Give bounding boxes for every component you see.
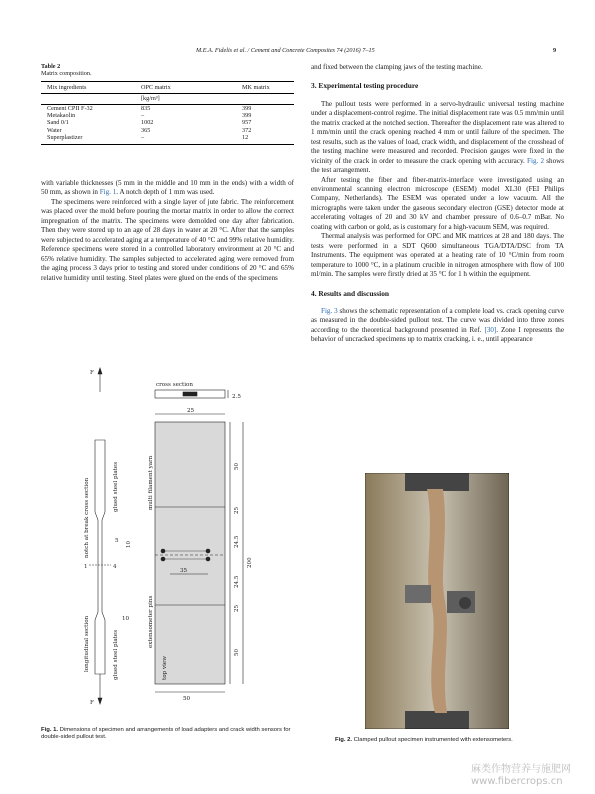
label-cross-section: cross section <box>156 382 194 388</box>
table-cell: 957 <box>242 119 252 127</box>
section-4-heading: 4. Results and discussion <box>311 288 390 298</box>
table-cell: 372 <box>242 126 252 134</box>
matrix-composition-table <box>41 81 294 145</box>
ref-30-link[interactable]: [30] <box>484 325 497 334</box>
right-column-text <box>311 63 564 345</box>
paragraph: After testing the fiber and fiber-matrix-interface were investigated using an environmental scanning electron microscope (ESEM) model XL30 (FEI Philips Company, Netherlands). The ESEM was operated under a low vacuum. All the micrographs were taken under the gaseous secondary electron (GSE) detector mode at accelerating voltages of 20 and 30 kV and chamber pressure of 0.6–0.7 mBar. No coating with carbon or gold, as is customary for a high-vacuum SEM, was required. <box>311 175 564 231</box>
paragraph: Thermal analysis was performed for OPC and MK matrices at 28 and 180 days. The tests were performed in a SDT Q600 simultaneous TGA/DTA/DSC from TA Instruments. The equipment was operated at a heating rate of 10 °C/min from room temperature to 1000 °C, in a platinum crucible in nitrogen atmosphere with flow of 100 ml/min. The samples were firstly dried at 35 °C for 1 h within the equipment. <box>311 232 564 279</box>
label-F-bottom: F <box>90 700 94 706</box>
dim-50-bottom: 50 <box>183 696 191 702</box>
fig2-link[interactable]: Fig. 2 <box>527 156 545 165</box>
clamp-bottom <box>405 711 469 729</box>
specimen-top-view <box>155 422 225 684</box>
col-header: MK matrix <box>236 81 294 93</box>
figure-1-caption: Fig. 1. Dimensions of specimen and arrangements of load adapters and crack width sensors for double-sided pullout test. <box>41 727 291 741</box>
dim-10-top: 10 <box>126 540 132 548</box>
table-cell: 365 <box>141 126 151 134</box>
table-label: Table 2 <box>41 63 61 70</box>
label-top-view: top view <box>162 655 168 680</box>
dim-25-top: 25 <box>187 408 195 414</box>
clamp-top <box>405 473 469 491</box>
paragraph: Fig. 3 shows the schematic representation of a complete load vs. crack opening curve as measured in the double-sided pullout test. The curve was divided into three zones according to the theoretical background presented in Ref. [30]. Zone I represents the behavior of uncracked specimens up to matrix cracking, i. e., until appearance <box>311 306 565 344</box>
watermark: 麻类作物营养与施肥网 www.fibercrops.cn <box>471 764 571 787</box>
table-cell: Sand 0/1 <box>47 119 69 127</box>
unit-cell: [kg/m³] <box>135 94 236 104</box>
table-cell: – <box>135 134 236 144</box>
fig1-link[interactable]: Fig. 1 <box>99 188 117 197</box>
table-cell: Cement CPII F-32 <box>47 104 93 112</box>
col-header: OPC matrix <box>135 81 236 93</box>
longitudinal-profile <box>95 440 105 674</box>
label-glued-bottom: glued steel plates <box>113 629 119 680</box>
journal-citation: M.E.A. Fidelis et al. / Cement and Concrete Composites 74 (2016) 7–15 <box>196 47 375 54</box>
dim-24-5-a: 24.5 <box>234 535 240 548</box>
dim-5: 5 <box>115 538 119 544</box>
paragraph: and fixed between the clamping jaws of the testing machine. <box>311 63 483 71</box>
dim-35: 35 <box>180 568 188 574</box>
label-multi-filament: multi filament yarn <box>148 455 154 510</box>
dim-24-5-b: 24.5 <box>234 575 240 588</box>
table-cell: Superplastizer <box>41 134 135 144</box>
dim-4: 4 <box>113 564 117 570</box>
label-notch: notch at break cross section <box>84 477 90 558</box>
dim-2-5: 2.5 <box>232 394 241 400</box>
dim-25-a: 25 <box>234 506 240 514</box>
label-extensometer: extensometer pins <box>148 595 154 648</box>
dim-1: 1 <box>84 564 88 570</box>
col-header: Mix ingredients <box>41 81 135 93</box>
paragraph: with variable thicknesses (5 mm in the middle and 10 mm in the ends) with a width of 50 mm, as shown in Fig. 1. A notch depth of 1 mm was used. <box>41 179 294 197</box>
figure-2-caption: Fig. 2. Clamped pullout specimen instrumented with extensometers. <box>335 737 513 743</box>
table-title: Matrix composition. <box>41 70 92 78</box>
section-3-heading: 3. Experimental testing procedure <box>311 81 419 91</box>
figure-2-photo <box>365 473 509 729</box>
label-long-section: longitudinal section <box>84 615 90 672</box>
extensometer-block <box>405 585 431 603</box>
label-F-top: F <box>90 370 94 376</box>
left-column-text <box>41 179 294 283</box>
table-2 <box>41 63 294 145</box>
label-glued-top: glued steel plates <box>113 461 119 512</box>
dim-50-a: 50 <box>234 462 240 470</box>
table-cell: Water <box>47 126 62 134</box>
dim-200: 200 <box>247 557 253 568</box>
table-cell: 399 <box>242 104 252 112</box>
fig3-link[interactable]: Fig. 3 <box>321 306 338 315</box>
table-cell: – <box>141 112 145 120</box>
table-cell: 399 <box>242 112 252 120</box>
dim-50-b: 50 <box>234 648 240 656</box>
page-number: 9 <box>553 47 557 54</box>
paragraph: The specimens were reinforced with a single layer of jute fabric. The reinforcement was placed over the mold before pouring the mortar matrix in order to allow the correct impregnation of the matrix. The specimens were demolded one day after fabrication. Then they were stored up to an age of 28 days in water at 20 °C. After that the samples were subjected to accelerated aging at a temperature of 40 °C and 99% relative humidity. Reference specimens were stored in a controlled laboratory environment at 20 °C and 65% relative humidity. The samples subjected to accelerated aging were removed from the aging process 3 days prior to testing and stored under conditions of 20 °C and 65% relative humidity until testing. Steel plates were glued on the ends of the specimens <box>41 197 294 282</box>
paragraph: The pullout tests were performed in a servo-hydraulic universal testing machine under a displacement-control regime. The initial displacement rate was 0.5 mm/min until the matrix cracked at the notched section. Thereafter the displacement rate was altered to 1 mm/min until the crack opening reached 4 mm or until failure of the specimen. The test results, such as the values of load, crack width, and displacement of the crosshead of the testing machine were measured and recorded. Precision gauges were fixed in the vicinity of the crack in order to measure the crack opening with accuracy. Fig. 2 shows the test arrangement. <box>311 99 564 175</box>
table-cell: Metakaolin <box>47 112 76 120</box>
table-cell: 1002 <box>141 119 154 127</box>
dim-10-bottom: 10 <box>122 616 130 622</box>
table-cell: 835 <box>141 104 151 112</box>
dim-25-b: 25 <box>234 604 240 612</box>
figure-1-drawing <box>80 362 270 712</box>
table-cell: 12 <box>236 134 294 144</box>
